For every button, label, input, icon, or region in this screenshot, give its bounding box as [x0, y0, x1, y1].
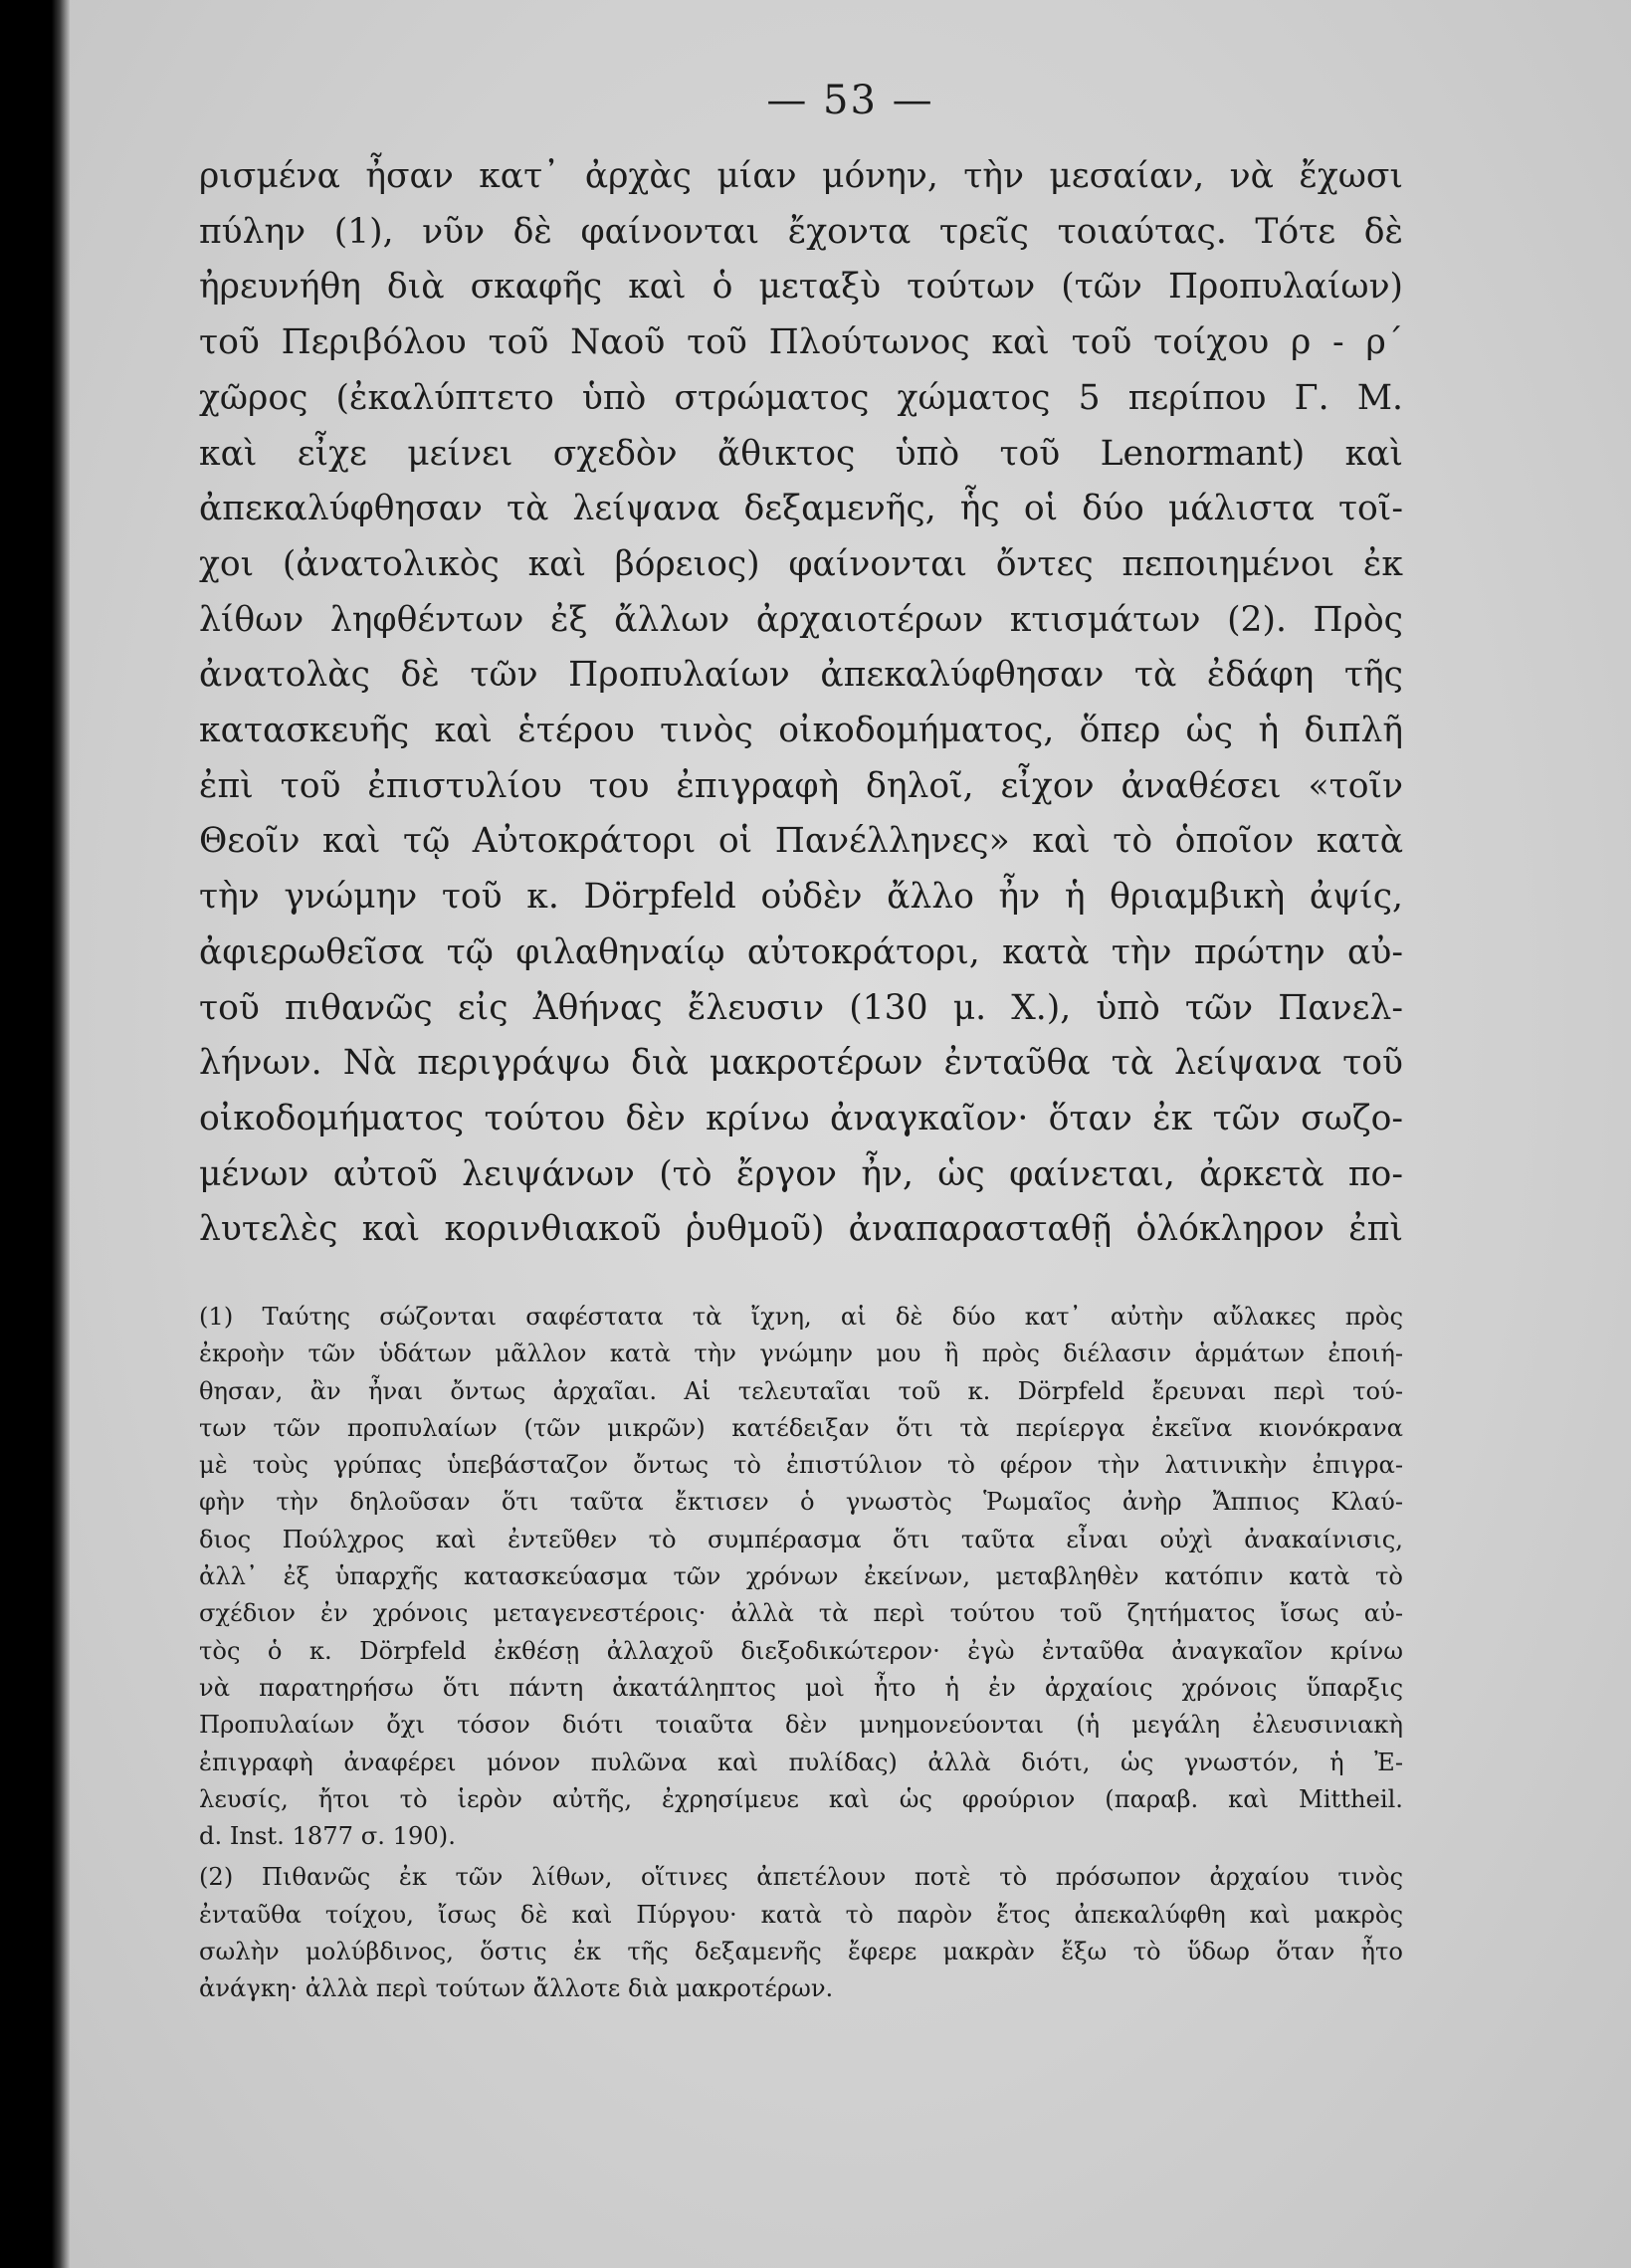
- body-line: ἀνατολὰς δὲ τῶν Προπυλαίων ἀπεκαλύφθησαν τὰ ἐδάφη τῆς: [199, 655, 1403, 696]
- body-line: χοι (ἀνατολικὸς καὶ βόρειος) φαίνονται ὄντες πεποιημένοι ἐκ: [199, 543, 1403, 584]
- footnote-1: [199, 1299, 1403, 1855]
- body-line: κατασκευῆς καὶ ἑτέρου τινὸς οἰκοδομήματος, ὅπερ ὡς ἡ διπλῆ: [199, 711, 1403, 751]
- footnote-line: θησαν, ἂν ἦναι ὄντως ἀρχαῖαι. Αἱ τελευταῖαι τοῦ κ. Dörpfeld ἔρευναι περὶ τού-: [199, 1376, 1403, 1405]
- footnote-line: φὴν τὴν δηλοῦσαν ὅτι ταῦτα ἔκτισεν ὁ γνωστὸς Ῥωμαῖος ἀνὴρ Ἄππιος Κλαύ-: [199, 1488, 1403, 1517]
- body-line: Θεοῖν καὶ τῷ Αὐτοκράτορι οἱ Πανέλληνες» καὶ τὸ ὁποῖον κατὰ: [199, 821, 1403, 862]
- page-number: — 53 —: [766, 78, 934, 123]
- body-line: λήνων. Νὰ περιγράψω διὰ μακροτέρων ἐνταῦθα τὰ λείψανα τοῦ: [199, 1043, 1403, 1084]
- footnote-line: νὰ παρατηρήσω ὅτι πάντη ἀκατάληπτος μοὶ ἦτο ἡ ἐν ἀρχαίοις χρόνοις ὕπαρξις: [199, 1673, 1403, 1702]
- footnote-line: τὸς ὁ κ. Dörpfeld ἐκθέσῃ ἀλλαχοῦ διεξοδικώτερον· ἐγὼ ἐνταῦθα ἀναγκαῖον κρίνω: [199, 1636, 1403, 1665]
- body-line: καὶ εἶχε μείνει σχεδὸν ἄθικτος ὑπὸ τοῦ Lenormant) καὶ: [199, 433, 1403, 474]
- footnote-line: (1) Ταύτης σώζονται σαφέστατα τὰ ἴχνη, αἱ δὲ δύο κατ᾽ αὐτὴν αὔλακες πρὸς: [199, 1303, 1403, 1331]
- footnote-2: [199, 1859, 1403, 2007]
- body-line: ἠρευνήθη διὰ σκαφῆς καὶ ὁ μεταξὺ τούτων (τῶν Προπυλαίων): [199, 267, 1403, 308]
- body-line: ἀπεκαλύφθησαν τὰ λείψανα δεξαμενῆς, ἧς οἱ δύο μάλιστα τοῖ-: [199, 489, 1403, 529]
- footnote-line: ἀλλ᾽ ἐξ ὑπαρχῆς κατασκεύασμα τῶν χρόνων ἐκείνων, μεταβληθὲν κατόπιν κατὰ τὸ: [199, 1562, 1403, 1591]
- footnote-line: διος Πούλχρος καὶ ἐντεῦθεν τὸ συμπέρασμα ὅτι ταῦτα εἶναι οὐχὶ ἀνακαίνισις,: [199, 1525, 1403, 1553]
- body-line: χῶρος (ἐκαλύπτετο ὑπὸ στρώματος χώματος 5 περίπου Γ. Μ.: [199, 377, 1403, 418]
- footnote-line: των τῶν προπυλαίων (τῶν μικρῶν) κατέδειξαν ὅτι τὰ περίεργα ἐκεῖνα κιονόκρανα: [199, 1413, 1403, 1442]
- footnote-line: λευσίς, ἤτοι τὸ ἱερὸν αὐτῆς, ἐχρησίμευε καὶ ὡς φρούριον (παραβ. καὶ Mittheil.: [199, 1784, 1403, 1813]
- book-page: [70, 0, 1631, 2268]
- body-line: τοῦ πιθανῶς εἰς Ἀθήνας ἔλευσιν (130 μ. Χ.), ὑπὸ τῶν Πανελ-: [199, 987, 1403, 1028]
- footnote-line: Προπυλαίων ὄχι τόσον διότι τοιαῦτα δὲν μνημονεύονται (ἡ μεγάλη ἐλευσινιακὴ: [199, 1711, 1403, 1740]
- body-line: λίθων ληφθέντων ἐξ ἄλλων ἀρχαιοτέρων κτισμάτων (2). Πρὸς: [199, 599, 1403, 640]
- footnote-line: ἐκροὴν τῶν ὑδάτων μᾶλλον κατὰ τὴν γνώμην μου ἢ πρὸς διέλασιν ἁρμάτων ἐποιή-: [199, 1340, 1403, 1368]
- body-line: ρισμένα ἦσαν κατ᾽ ἀρχὰς μίαν μόνην, τὴν μεσαίαν, νὰ ἔχωσι: [199, 156, 1403, 196]
- footnote-line: ἀνάγκη· ἀλλὰ περὶ τούτων ἄλλοτε διὰ μακροτέρων.: [199, 1974, 834, 2003]
- footnote-line: ἐνταῦθα τοίχου, ἴσως δὲ καὶ Πύργου· κατὰ τὸ παρὸν ἔτος ἀπεκαλύφθη καὶ μακρὸς: [199, 1900, 1403, 1929]
- body-line: μένων αὐτοῦ λειψάνων (τὸ ἔργον ἦν, ὡς φαίνεται, ἀρκετὰ πο-: [199, 1153, 1403, 1194]
- body-line: λυτελὲς καὶ κορινθιακοῦ ῥυθμοῦ) ἀναπαρασταθῇ ὁλόκληρον ἐπὶ: [199, 1209, 1403, 1250]
- footnote-line: μὲ τοὺς γρύπας ὑπεβάσταζον ὄντως τὸ ἐπιστύλιον τὸ φέρον τὴν λατινικὴν ἐπιγρα-: [199, 1451, 1403, 1480]
- footnote-line: σωλὴν μολύβδινος, ὅστις ἐκ τῆς δεξαμενῆς ἔφερε μακρὰν ἔξω τὸ ὕδωρ ὅταν ἦτο: [199, 1938, 1403, 1966]
- book-binding-edge: [0, 0, 70, 2268]
- body-line: οἰκοδομήματος τούτου δὲν κρίνω ἀναγκαῖον· ὅταν ἐκ τῶν σωζο-: [199, 1098, 1403, 1138]
- footnote-line: σχέδιον ἐν χρόνοις μεταγενεστέροις· ἀλλὰ τὰ περὶ τούτου τοῦ ζητήματος ἴσως αὐ-: [199, 1599, 1403, 1628]
- body-text: [199, 149, 1403, 1258]
- body-line: ἐπὶ τοῦ ἐπιστυλίου του ἐπιγραφὴ δηλοῖ, εἶχον ἀναθέσει «τοῖν: [199, 765, 1403, 806]
- body-line: τοῦ Περιβόλου τοῦ Ναοῦ τοῦ Πλούτωνος καὶ τοῦ τοίχου ρ - ρ΄: [199, 322, 1403, 363]
- body-line: τὴν γνώμην τοῦ κ. Dörpfeld οὐδὲν ἄλλο ἦν ἡ θριαμβικὴ ἀψίς,: [199, 877, 1403, 918]
- body-line: ἀφιερωθεῖσα τῷ φιλαθηναίῳ αὐτοκράτορι, κατὰ τὴν πρώτην αὐ-: [199, 931, 1403, 972]
- footnote-line: ἐπιγραφὴ ἀναφέρει μόνον πυλῶνα καὶ πυλίδας) ἀλλὰ διότι, ὡς γνωστόν, ἡ Ἐ-: [199, 1748, 1403, 1776]
- footnote-line: (2) Πιθανῶς ἐκ τῶν λίθων, οἵτινες ἀπετέλουν ποτὲ τὸ πρόσωπον ἀρχαίου τινὸς: [199, 1863, 1403, 1892]
- body-line: πύλην (1), νῦν δὲ φαίνονται ἔχοντα τρεῖς τοιαύτας. Τότε δὲ: [199, 211, 1403, 252]
- footnotes: [199, 1299, 1403, 2008]
- footnote-line: d. Inst. 1877 σ. 190).: [199, 1822, 456, 1851]
